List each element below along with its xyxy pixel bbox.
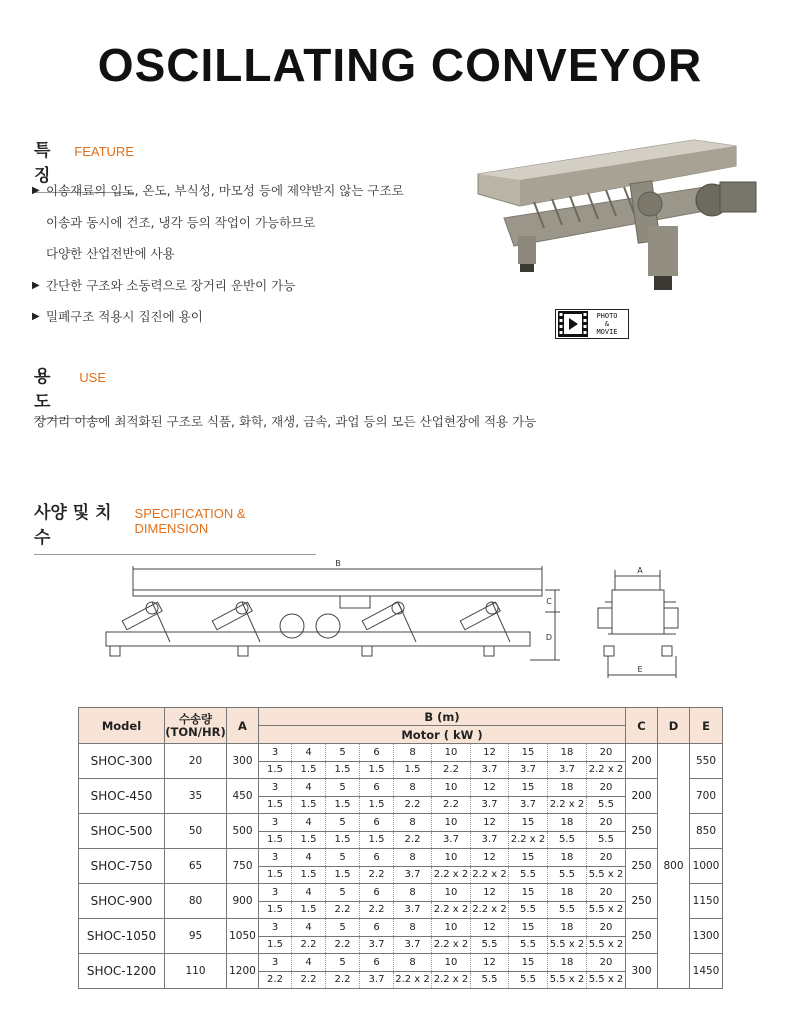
length-cell: 8	[394, 919, 432, 937]
motor-cell: 2.2	[360, 866, 394, 884]
length-cell: 6	[360, 849, 394, 867]
motor-cell: 5.5	[548, 831, 587, 849]
motor-cell: 3.7	[432, 831, 471, 849]
table-row	[79, 884, 723, 902]
length-cell: 4	[292, 954, 326, 972]
dimension-drawing	[100, 560, 700, 682]
length-cell: 18	[548, 919, 587, 937]
c-cell: 250	[626, 919, 658, 954]
motor-cell: 1.5	[259, 901, 292, 919]
use-heading	[34, 362, 106, 419]
motor-cell: 2.2 x 2	[394, 971, 432, 989]
feature-item	[32, 308, 404, 340]
motor-cell: 2.2	[432, 761, 471, 779]
motor-cell: 2.2 x 2	[432, 936, 471, 954]
motor-cell: 5.5	[587, 796, 626, 814]
motor-cell: 1.5	[360, 796, 394, 814]
length-cell: 12	[471, 954, 509, 972]
length-cell: 8	[394, 884, 432, 902]
length-cell: 5	[326, 849, 360, 867]
motor-cell: 5.5 x 2	[548, 936, 587, 954]
feature-list	[32, 182, 404, 340]
feature-item-text: 간단한 구조와 소동력으로 장거리 운반이 가능	[46, 277, 296, 293]
length-cell: 4	[292, 919, 326, 937]
table-row	[79, 849, 723, 867]
length-cell: 12	[471, 779, 509, 797]
drawing-label-c: C	[546, 597, 552, 606]
header-d: D	[658, 708, 690, 744]
length-cell: 8	[394, 954, 432, 972]
length-cell: 20	[587, 919, 626, 937]
model-cell: SHOC-500	[79, 814, 165, 849]
motor-cell: 3.7	[394, 936, 432, 954]
motor-cell: 1.5	[326, 866, 360, 884]
length-cell: 3	[259, 779, 292, 797]
length-cell: 20	[587, 954, 626, 972]
length-cell: 6	[360, 779, 394, 797]
length-cell: 12	[471, 814, 509, 832]
header-e: E	[690, 708, 723, 744]
length-cell: 15	[509, 919, 548, 937]
length-cell: 10	[432, 814, 471, 832]
motor-cell: 2.2 x 2	[509, 831, 548, 849]
motor-cell: 1.5	[292, 901, 326, 919]
motor-cell: 2.2	[360, 901, 394, 919]
motor-cell: 1.5	[326, 796, 360, 814]
motor-cell: 1.5	[259, 936, 292, 954]
length-cell: 5	[326, 814, 360, 832]
feature-item-text: 밀폐구조 적용시 집진에 용이	[46, 309, 203, 324]
length-cell: 8	[394, 814, 432, 832]
a-cell: 1050	[227, 919, 259, 954]
motor-cell: 1.5	[259, 831, 292, 849]
motor-cell: 3.7	[471, 796, 509, 814]
c-cell: 300	[626, 954, 658, 989]
motor-cell: 1.5	[292, 761, 326, 779]
length-cell: 5	[326, 744, 360, 762]
header-model: Model	[79, 708, 165, 744]
motor-cell: 3.7	[394, 866, 432, 884]
e-cell: 1300	[690, 919, 723, 954]
length-cell: 4	[292, 849, 326, 867]
length-cell: 15	[509, 849, 548, 867]
motor-cell: 1.5	[360, 761, 394, 779]
capacity-cell: 80	[165, 884, 227, 919]
motor-cell: 5.5	[471, 936, 509, 954]
motor-cell: 3.7	[394, 901, 432, 919]
motor-cell: 2.2	[259, 971, 292, 989]
motor-cell: 3.7	[509, 796, 548, 814]
feature-item-text: 다양한 산업전반에 사용	[46, 246, 175, 261]
photo-movie-button[interactable]	[555, 309, 629, 339]
length-cell: 6	[360, 814, 394, 832]
feature-heading-en: FEATURE	[74, 144, 134, 159]
spec-heading	[34, 498, 316, 555]
drawing-label-d: D	[545, 633, 553, 642]
a-cell: 300	[227, 744, 259, 779]
length-cell: 20	[587, 814, 626, 832]
header-b: B (m)	[259, 708, 626, 726]
motor-cell: 3.7	[548, 761, 587, 779]
length-cell: 10	[432, 744, 471, 762]
film-play-icon	[558, 311, 588, 337]
a-cell: 500	[227, 814, 259, 849]
e-cell: 550	[690, 744, 723, 779]
motor-cell: 3.7	[471, 831, 509, 849]
use-heading-en: USE	[79, 370, 106, 385]
model-cell: SHOC-900	[79, 884, 165, 919]
length-cell: 5	[326, 919, 360, 937]
length-cell: 20	[587, 779, 626, 797]
motor-cell: 1.5	[259, 866, 292, 884]
length-cell: 8	[394, 779, 432, 797]
header-a: A	[227, 708, 259, 744]
motor-cell: 5.5 x 2	[548, 971, 587, 989]
spec-table	[78, 707, 723, 989]
conveyor-photo	[474, 136, 774, 298]
length-cell: 15	[509, 884, 548, 902]
feature-item-text: 이송재료의 입도, 온도, 부식성, 마모성 등에 제약받지 않는 구조로	[46, 183, 404, 198]
length-cell: 5	[326, 779, 360, 797]
motor-cell: 2.2 x 2	[432, 866, 471, 884]
motor-cell: 1.5	[292, 831, 326, 849]
length-cell: 12	[471, 849, 509, 867]
length-cell: 12	[471, 919, 509, 937]
capacity-cell: 50	[165, 814, 227, 849]
e-cell: 700	[690, 779, 723, 814]
e-cell: 850	[690, 814, 723, 849]
length-cell: 15	[509, 779, 548, 797]
motor-cell: 2.2	[292, 971, 326, 989]
length-cell: 12	[471, 884, 509, 902]
motor-cell: 2.2 x 2	[471, 901, 509, 919]
model-cell: SHOC-750	[79, 849, 165, 884]
e-cell: 1000	[690, 849, 723, 884]
length-cell: 18	[548, 744, 587, 762]
length-cell: 18	[548, 884, 587, 902]
capacity-cell: 20	[165, 744, 227, 779]
table-row	[79, 954, 723, 972]
motor-cell: 1.5	[394, 761, 432, 779]
length-cell: 3	[259, 884, 292, 902]
use-heading-ko: 용 도	[34, 367, 51, 412]
motor-cell: 5.5	[509, 866, 548, 884]
length-cell: 12	[471, 744, 509, 762]
length-cell: 3	[259, 919, 292, 937]
length-cell: 4	[292, 814, 326, 832]
motor-cell: 2.2	[394, 831, 432, 849]
motor-cell: 1.5	[326, 761, 360, 779]
length-cell: 18	[548, 779, 587, 797]
bullet-icon: ▶	[32, 311, 40, 322]
length-cell: 4	[292, 744, 326, 762]
a-cell: 900	[227, 884, 259, 919]
capacity-cell: 110	[165, 954, 227, 989]
c-cell: 250	[626, 884, 658, 919]
length-cell: 4	[292, 779, 326, 797]
length-cell: 6	[360, 954, 394, 972]
motor-cell: 1.5	[292, 866, 326, 884]
length-cell: 10	[432, 884, 471, 902]
length-cell: 18	[548, 814, 587, 832]
length-cell: 3	[259, 954, 292, 972]
feature-item	[32, 245, 404, 277]
motor-cell: 2.2 x 2	[548, 796, 587, 814]
table-row	[79, 814, 723, 832]
header-capacity: 수송량 (TON/HR)	[165, 708, 227, 744]
capacity-cell: 95	[165, 919, 227, 954]
motor-cell: 1.5	[259, 796, 292, 814]
spec-heading-ko: 사양 및 치수	[34, 503, 112, 548]
photo-movie-label: PHOTO & MOVIE	[596, 312, 618, 336]
motor-cell: 3.7	[471, 761, 509, 779]
motor-cell: 1.5	[292, 796, 326, 814]
spec-heading-en: SPECIFICATION & DIMENSION	[134, 506, 246, 536]
e-cell: 1150	[690, 884, 723, 919]
c-cell: 200	[626, 744, 658, 779]
drawing-label-b: B	[335, 560, 341, 568]
bullet-icon: ▶	[32, 185, 40, 196]
drawing-label-e: E	[637, 665, 643, 674]
length-cell: 3	[259, 814, 292, 832]
motor-cell: 2.2 x 2	[471, 866, 509, 884]
motor-cell: 5.5	[471, 971, 509, 989]
motor-cell: 5.5	[509, 901, 548, 919]
table-row	[79, 744, 723, 762]
feature-item-text: 이송과 동시에 건조, 냉각 등의 작업이 가능하므로	[46, 214, 316, 230]
c-cell: 250	[626, 849, 658, 884]
length-cell: 6	[360, 919, 394, 937]
length-cell: 15	[509, 954, 548, 972]
motor-cell: 2.2	[432, 796, 471, 814]
motor-cell: 3.7	[360, 936, 394, 954]
capacity-cell: 35	[165, 779, 227, 814]
page-title: OSCILLATING CONVEYOR	[97, 39, 703, 91]
motor-cell: 2.2 x 2	[432, 971, 471, 989]
length-cell: 10	[432, 779, 471, 797]
drawing-label-a: A	[637, 566, 643, 575]
length-cell: 15	[509, 744, 548, 762]
length-cell: 5	[326, 884, 360, 902]
length-cell: 10	[432, 849, 471, 867]
motor-cell: 2.2	[326, 971, 360, 989]
length-cell: 18	[548, 954, 587, 972]
a-cell: 450	[227, 779, 259, 814]
length-cell: 6	[360, 744, 394, 762]
motor-cell: 5.5	[509, 936, 548, 954]
motor-cell: 2.2	[394, 796, 432, 814]
header-c: C	[626, 708, 658, 744]
length-cell: 18	[548, 849, 587, 867]
model-cell: SHOC-1200	[79, 954, 165, 989]
bullet-icon: ▶	[32, 279, 40, 291]
feature-item	[32, 277, 404, 309]
a-cell: 1200	[227, 954, 259, 989]
e-cell: 1450	[690, 954, 723, 989]
model-cell: SHOC-1050	[79, 919, 165, 954]
length-cell: 10	[432, 954, 471, 972]
motor-cell: 1.5	[259, 761, 292, 779]
feature-item	[32, 214, 404, 246]
motor-cell: 5.5	[587, 831, 626, 849]
motor-cell: 5.5 x 2	[587, 936, 626, 954]
motor-cell: 2.2	[292, 936, 326, 954]
motor-cell: 5.5 x 2	[587, 971, 626, 989]
motor-cell: 3.7	[509, 761, 548, 779]
feature-heading-ko: 특 징	[34, 141, 51, 186]
table-row	[79, 779, 723, 797]
length-cell: 3	[259, 849, 292, 867]
length-cell: 20	[587, 884, 626, 902]
length-cell: 8	[394, 744, 432, 762]
motor-cell: 3.7	[360, 971, 394, 989]
c-cell: 200	[626, 779, 658, 814]
length-cell: 20	[587, 849, 626, 867]
motor-cell: 5.5	[548, 866, 587, 884]
motor-cell: 1.5	[360, 831, 394, 849]
use-description: 장거리 이송에 최적화된 구조로 식품, 화학, 재생, 금속, 과업 등의 모든 산업현장에 적용 가능	[34, 414, 537, 429]
model-cell: SHOC-450	[79, 779, 165, 814]
a-cell: 750	[227, 849, 259, 884]
length-cell: 20	[587, 744, 626, 762]
motor-cell: 2.2 x 2	[587, 761, 626, 779]
motor-cell: 5.5	[548, 901, 587, 919]
motor-cell: 2.2 x 2	[432, 901, 471, 919]
motor-cell: 5.5 x 2	[587, 901, 626, 919]
length-cell: 5	[326, 954, 360, 972]
length-cell: 4	[292, 884, 326, 902]
motor-cell: 2.2	[326, 936, 360, 954]
header-motor: Motor ( kW )	[259, 726, 626, 744]
model-cell: SHOC-300	[79, 744, 165, 779]
length-cell: 6	[360, 884, 394, 902]
c-cell: 250	[626, 814, 658, 849]
length-cell: 3	[259, 744, 292, 762]
table-row	[79, 919, 723, 937]
d-cell: 800	[658, 744, 690, 989]
motor-cell: 1.5	[326, 831, 360, 849]
motor-cell: 5.5	[509, 971, 548, 989]
motor-cell: 2.2	[326, 901, 360, 919]
length-cell: 8	[394, 849, 432, 867]
capacity-cell: 65	[165, 849, 227, 884]
length-cell: 15	[509, 814, 548, 832]
feature-item	[32, 182, 404, 214]
motor-cell: 5.5 x 2	[587, 866, 626, 884]
length-cell: 10	[432, 919, 471, 937]
